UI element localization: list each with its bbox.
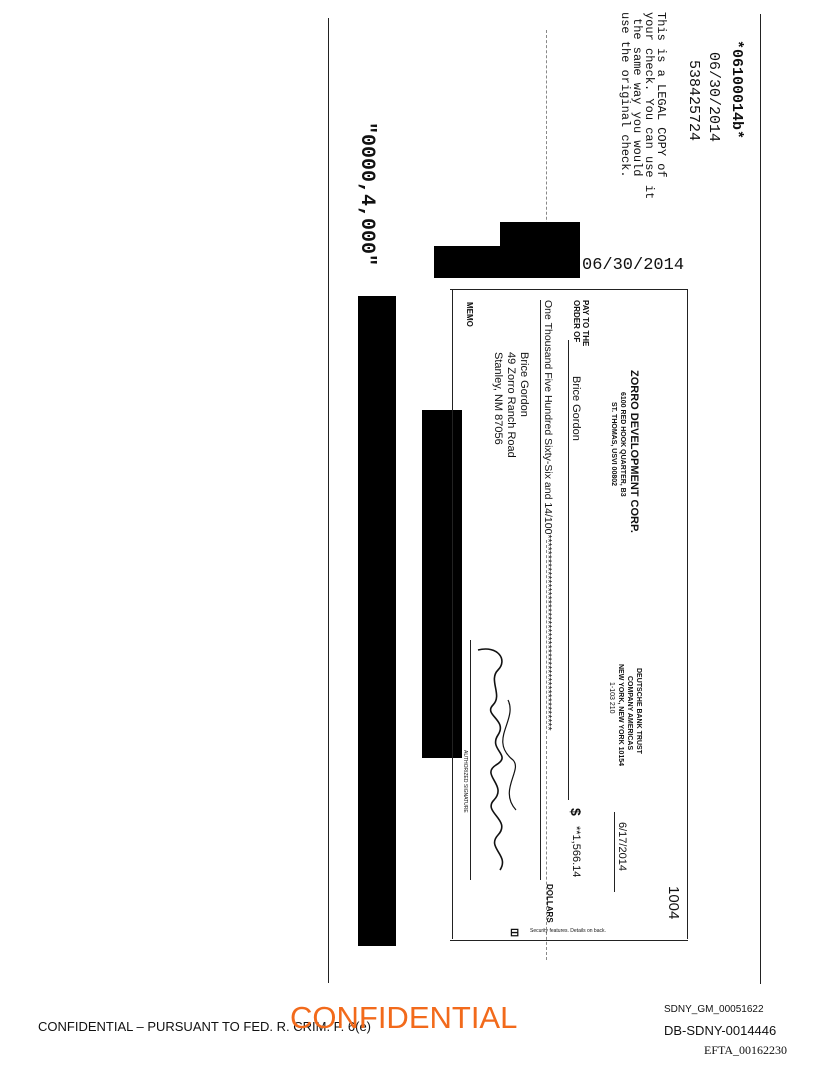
serial-number: *06100014b* bbox=[728, 40, 745, 140]
pay-to-label: PAY TO THE ORDER OF bbox=[572, 300, 590, 347]
bates-number-2: DB-SDNY-0014446 bbox=[664, 1023, 777, 1038]
redaction-block bbox=[358, 296, 396, 946]
payer-address-2: ST. THOMAS, USVI 00802 bbox=[610, 402, 617, 487]
legal-note-line-3: the same way you would bbox=[630, 18, 644, 177]
micr-amount: "0000,4,000" bbox=[355, 122, 378, 267]
right-border-line bbox=[760, 14, 761, 984]
check-top-edge bbox=[450, 289, 688, 290]
security-note: Security features. Details on back. bbox=[530, 928, 606, 934]
payee-line bbox=[568, 340, 569, 800]
memo-label: MEMO bbox=[465, 302, 474, 327]
payer-name: ZORRO DEVELOPMENT CORP. bbox=[628, 370, 640, 533]
payee-name: Brice Gordon bbox=[570, 376, 582, 441]
substitute-date: 06/30/2014 bbox=[705, 52, 722, 143]
signature-image bbox=[468, 640, 528, 880]
bank-sub: COMPANY AMERICAS bbox=[626, 676, 633, 751]
legal-note-line-2: your check. You can use it bbox=[642, 12, 656, 200]
fold-line bbox=[546, 30, 547, 240]
redaction-block bbox=[500, 222, 580, 248]
check-date: 6/17/2014 bbox=[616, 822, 628, 871]
legal-note-line-1: This is a LEGAL COPY of bbox=[654, 12, 668, 178]
check-right-edge bbox=[687, 289, 688, 939]
check-number: 1004 bbox=[665, 886, 682, 920]
security-icon: ⊟ bbox=[510, 927, 520, 939]
dollars-label: DOLLARS bbox=[545, 884, 554, 923]
legal-note-line-4: use the original check. bbox=[618, 12, 632, 178]
date-underline bbox=[614, 812, 615, 892]
payee-address-line-1: Brice Gordon bbox=[518, 352, 530, 417]
amount-symbol: $ bbox=[568, 808, 584, 816]
bank-code: 1-103 210 bbox=[608, 682, 615, 714]
bank-city: NEW YORK, NEW YORK 10154 bbox=[617, 664, 624, 767]
redaction-block bbox=[422, 410, 462, 758]
bates-number-3: EFTA_00162230 bbox=[704, 1043, 788, 1057]
bank-name: DEUTSCHE BANK TRUST bbox=[635, 668, 642, 754]
amount-box: **1,566.14 bbox=[570, 826, 582, 878]
confidential-stamp: CONFIDENTIAL bbox=[290, 1000, 518, 1035]
bank-stamp-date: 06/30/2014 bbox=[582, 256, 685, 275]
payee-address-line-2: 49 Zorro Ranch Road bbox=[505, 352, 517, 458]
bates-number-1: SDNY_GM_00051622 bbox=[664, 1004, 764, 1015]
redaction-block bbox=[434, 246, 580, 278]
confidential-statement: CONFIDENTIAL – PURSUANT TO FED. R. CRIM. P. 6(e) bbox=[38, 1019, 372, 1034]
signature-caption: AUTHORIZED SIGNATURE bbox=[462, 750, 468, 813]
left-border-line bbox=[328, 18, 329, 983]
amount-words-line bbox=[540, 300, 541, 880]
check-bottom-edge bbox=[450, 940, 688, 941]
signature-line bbox=[470, 640, 471, 880]
amount-in-words: One Thousand Five Hundred Sixty-Six and 14/100************************************************ bbox=[542, 300, 554, 731]
account-number: 538425724 bbox=[685, 60, 702, 142]
payer-address-1: 6100 RED HOOK QUARTER, B3 bbox=[619, 392, 626, 497]
payee-address-line-3: Stanley, NM 87056 bbox=[492, 352, 504, 445]
check-left-edge bbox=[452, 289, 453, 939]
